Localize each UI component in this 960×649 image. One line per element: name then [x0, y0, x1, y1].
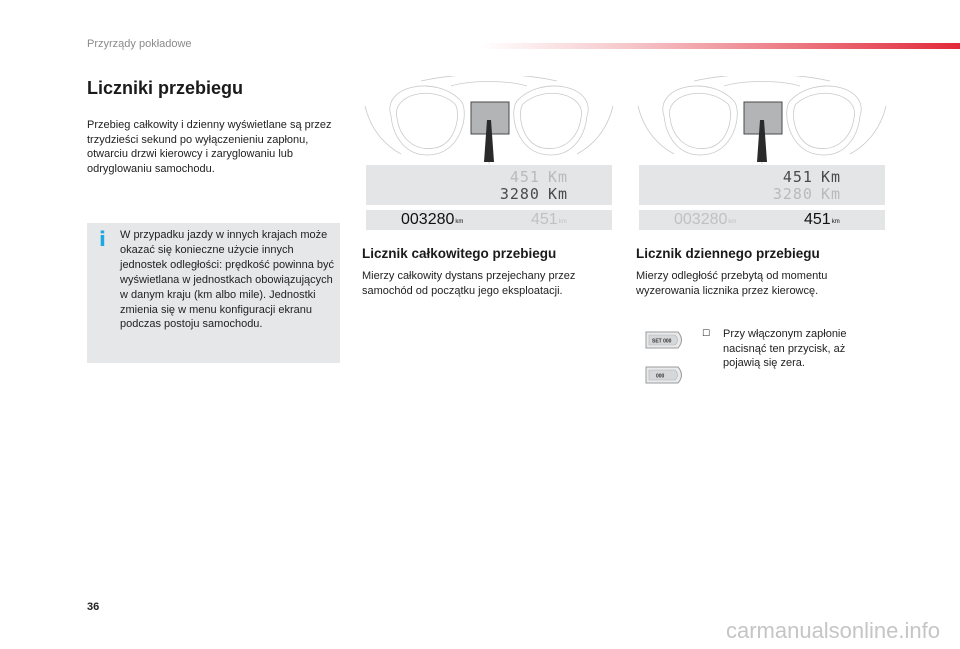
odometer-strip: [639, 210, 885, 230]
page-number: 36: [87, 601, 100, 613]
total-counter-text: Mierzy całkowity dystans przejechany przez samochód od początku jego eksploatacji.: [362, 270, 576, 297]
odo-total: [674, 211, 736, 231]
odo-trip-value: 451: [804, 211, 831, 228]
lcd-total-value: 3280: [772, 185, 813, 203]
lcd-trip-unit: Km: [547, 168, 568, 186]
odo-trip: [804, 211, 840, 231]
lcd-panel: [366, 165, 612, 205]
trip-counter-text: Mierzy odległość przebytą od momentu wyzerowania licznika przez kierowcę.: [636, 270, 828, 297]
odo-total-unit: km: [728, 219, 737, 225]
odo-trip-unit: km: [831, 219, 840, 225]
lcd-trip-unit: Km: [820, 168, 841, 186]
section-title: Liczniki przebiegu: [87, 78, 244, 98]
odo-trip-unit: km: [558, 219, 567, 225]
odo-trip-value: 451: [531, 211, 558, 228]
checkbox-bullet-icon: ☐: [702, 329, 711, 339]
odo-total-value: 003280: [674, 211, 728, 228]
lcd-total-value: 3280: [499, 185, 540, 203]
trip-counter-title: Licznik dziennego przebiegu: [636, 246, 820, 261]
lcd-trip-line: [783, 169, 841, 185]
gauge-outline-illustration: [361, 76, 617, 166]
header-accent-bar: [480, 43, 960, 49]
reset-button-illustration: [644, 364, 686, 386]
odo-total: [401, 211, 463, 231]
button-reset-text: 000: [656, 373, 665, 380]
lcd-total-line: [500, 186, 568, 202]
odo-total-unit: km: [455, 219, 464, 225]
watermark: carmanualsonline.info: [725, 618, 940, 643]
intro-paragraph: Przebieg całkowity i dzienny wyświetlane są przez trzydzieści sekund po wyłączenieniu zapłonu, otwarciu drzwi kierowcy i zaryglowaniu lub odryglowaniu samochodu.: [87, 119, 332, 175]
odo-trip: [531, 211, 567, 231]
info-box: [87, 223, 340, 363]
header-title: Przyrządy pokładowe: [87, 38, 192, 50]
total-counter-title: Licznik całkowitego przebiegu: [362, 246, 557, 261]
odo-total-value: 003280: [401, 211, 455, 228]
lcd-total-unit: Km: [820, 185, 841, 203]
instrument-cluster-total: [361, 76, 617, 298]
lcd-total-line: [773, 186, 841, 202]
lcd-total-unit: Km: [547, 185, 568, 203]
set-reset-button-illustration: [644, 329, 686, 351]
lcd-trip-value: 451: [782, 168, 813, 186]
gauge-outline-illustration: [634, 76, 890, 166]
instruction-text: Przy włączonym zapłonie nacisnąć ten przycisk, aż pojawią się zera.: [723, 328, 847, 370]
lcd-trip-line: [510, 169, 568, 185]
button-set-text: SET 000: [652, 338, 672, 345]
lcd-trip-value: 451: [509, 168, 540, 186]
lcd-panel: [639, 165, 885, 205]
info-icon: i: [99, 227, 106, 251]
instrument-cluster-trip: [634, 76, 890, 298]
odometer-strip: [366, 210, 612, 230]
info-text: W przypadku jazdy w innych krajach może okazać się konieczne użycie innych jednostek odległości: prędkość powinna być wyświetlana w jednostkach obowiązujących w danym kraju (km albo mile). Jednostki zmienia się w menu konfiguracji ekranu podczas postoju samochodu.: [120, 229, 335, 331]
